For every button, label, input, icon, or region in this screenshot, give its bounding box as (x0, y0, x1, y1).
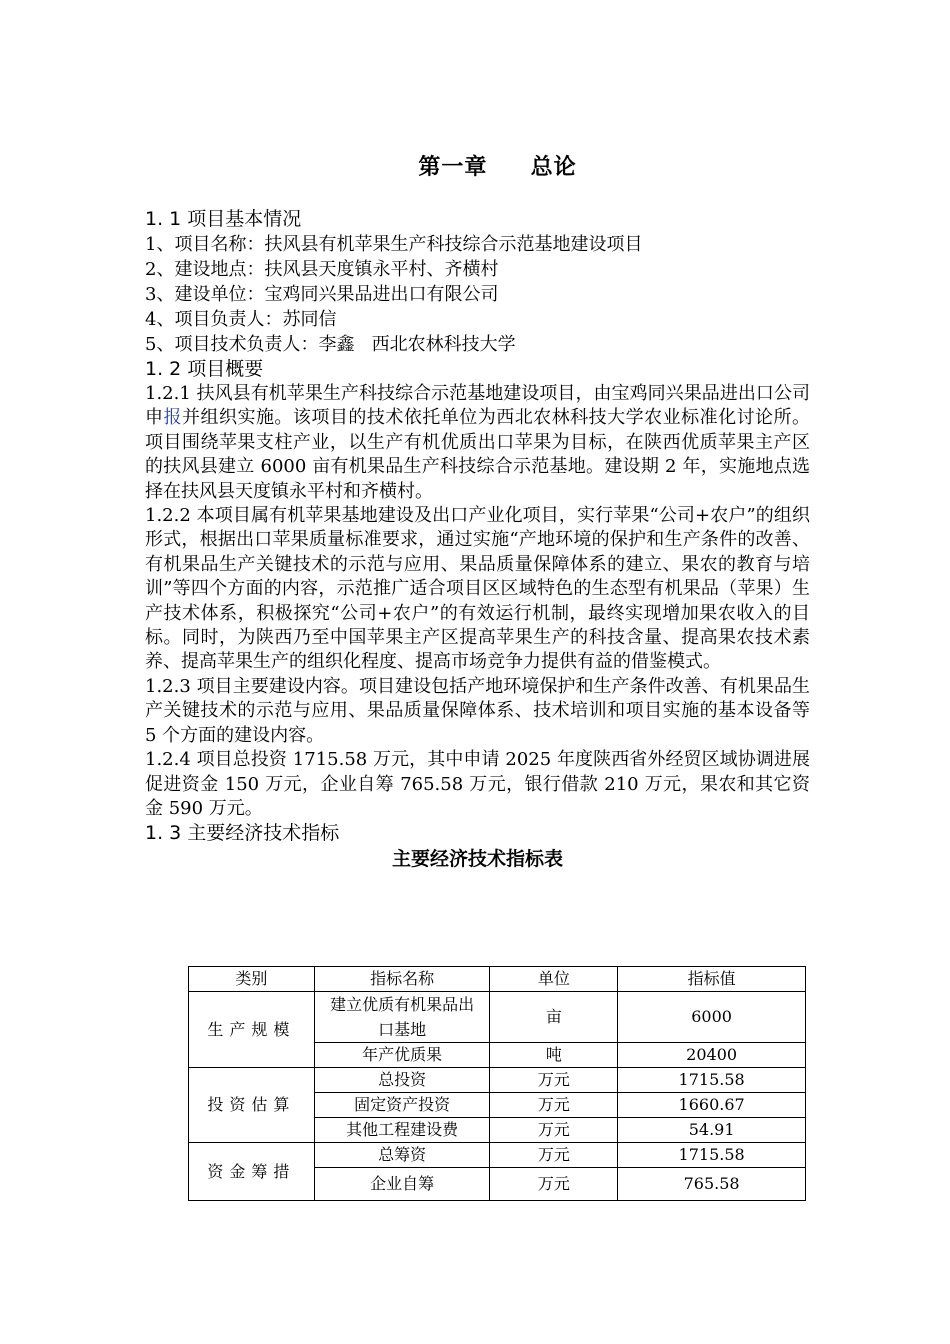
value-cell: 765.58 (618, 1168, 806, 1201)
highlighted-text: 报 (163, 407, 182, 429)
section-heading-1-1: 1. 1 项目基本情况 (145, 208, 302, 230)
table-row (189, 1068, 806, 1093)
indicator-name-cell: 企业自筹 (314, 1168, 490, 1201)
table-row (189, 992, 806, 1043)
table-title: 主要经济技术指标表 (391, 848, 563, 871)
value-cell: 6000 (618, 992, 806, 1043)
item-tech-leader: 5、项目技术负责人：李鑫 西北农林科技大学 (145, 334, 516, 355)
category-cell: 资金筹措 (189, 1143, 315, 1201)
paragraph-1-2-4: 1.2.4 项目总投资 1715.58 万元，其中申请 2025 年度陕西省外经贸区域协调进展促进资金 150 万元，企业自筹 765.58 万元，银行借款 210 万元，果农和其它资金 590 万元。 (145, 749, 810, 819)
header-indicator-name: 指标名称 (314, 967, 490, 992)
indicator-name-cell: 总投资 (314, 1068, 490, 1093)
unit-cell: 万元 (490, 1118, 618, 1143)
unit-cell: 亩 (490, 992, 618, 1043)
document-page (145, 150, 810, 870)
indicator-name-cell: 建立优质有机果品出口基地 (314, 992, 490, 1043)
header-category: 类别 (189, 967, 315, 992)
indicator-name-cell: 其他工程建设费 (314, 1118, 490, 1143)
header-value: 指标值 (618, 967, 806, 992)
indicator-name-cell: 总筹资 (314, 1143, 490, 1168)
table-row (189, 1143, 806, 1168)
paragraph-1-2-3: 1.2.3 项目主要建设内容。项目建设包括产地环境保护和生产条件改善、有机果品生产关键技术的示范与应用、果品质量保障体系、技术培训和项目实施的基本设备等 5 个方面的建设内容。 (145, 675, 810, 746)
item-unit: 3、建设单位：宝鸡同兴果品进出口有限公司 (145, 284, 499, 305)
indicator-name-cell: 年产优质果 (314, 1043, 490, 1068)
item-leader: 4、项目负责人：苏同信 (145, 309, 337, 330)
section-heading-1-2: 1. 2 项目概要 (145, 358, 264, 380)
value-cell: 54.91 (618, 1118, 806, 1143)
paragraph-text: 并组织实施。该项目的技术依托单位为西北农林科技大学农业标准化讨论所。项目围绕苹果支柱产业，以生产有机优质出口苹果为目标，在陕西优质苹果主产区的扶风县建立 6000 亩有机果品生产科技综合示范基地。建设期 2 年，实施地点选择在扶风县天度镇永平村和齐横村。 (145, 407, 811, 502)
item-project-name: 1、项目名称：扶风县有机苹果生产科技综合示范基地建设项目 (145, 234, 643, 255)
unit-cell: 万元 (490, 1168, 618, 1201)
value-cell: 20400 (618, 1043, 806, 1068)
header-unit: 单位 (490, 967, 618, 992)
category-cell: 生产规模 (189, 992, 315, 1068)
value-cell: 1715.58 (618, 1143, 806, 1168)
paragraph-text: 1.2.1 扶风县有机苹果生产科技综合示范基地建设项目，由宝鸡同兴果品进出口公司申 (145, 383, 810, 429)
value-cell: 1715.58 (618, 1068, 806, 1093)
indicator-name-cell: 固定资产投资 (314, 1093, 490, 1118)
paragraph-1-2-1 (145, 382, 810, 504)
value-cell: 1660.67 (618, 1093, 806, 1118)
paragraph-1-2-2: 1.2.2 本项目属有机苹果基地建设及出口产业化项目，实行苹果“公司+农户”的组织形式，根据出口苹果质量标准要求，通过实施“产地环境的保护和生产条件的改善、有机果品生产关键技术的示范与应用、果品质量保障体系的建立、果农的教育与培训”等四个方面的内容，示范推广适合项目区区域特色的生态型有机果品（苹果）生产技术体系，积极探究“公司+农户”的有效运行机制，最终实现增加果农收入的目标。同时，为陕西乃至中国苹果主产区提高苹果生产的科技含量、提高果农技术素养、提高苹果生产的组织化程度、提高市场竞争力提供有益的借鉴模式。 (145, 505, 810, 673)
unit-cell: 万元 (490, 1068, 618, 1093)
category-cell: 投资估算 (189, 1068, 315, 1143)
unit-cell: 万元 (490, 1143, 618, 1168)
chapter-title: 第一章 总论 (418, 155, 577, 180)
unit-cell: 万元 (490, 1093, 618, 1118)
item-location: 2、建设地点：扶风县天度镇永平村、齐横村 (145, 259, 499, 280)
section-heading-1-3: 1. 3 主要经济技术指标 (145, 822, 340, 845)
table-header-row (189, 967, 806, 992)
unit-cell: 吨 (490, 1043, 618, 1068)
indicators-table (188, 966, 806, 1201)
